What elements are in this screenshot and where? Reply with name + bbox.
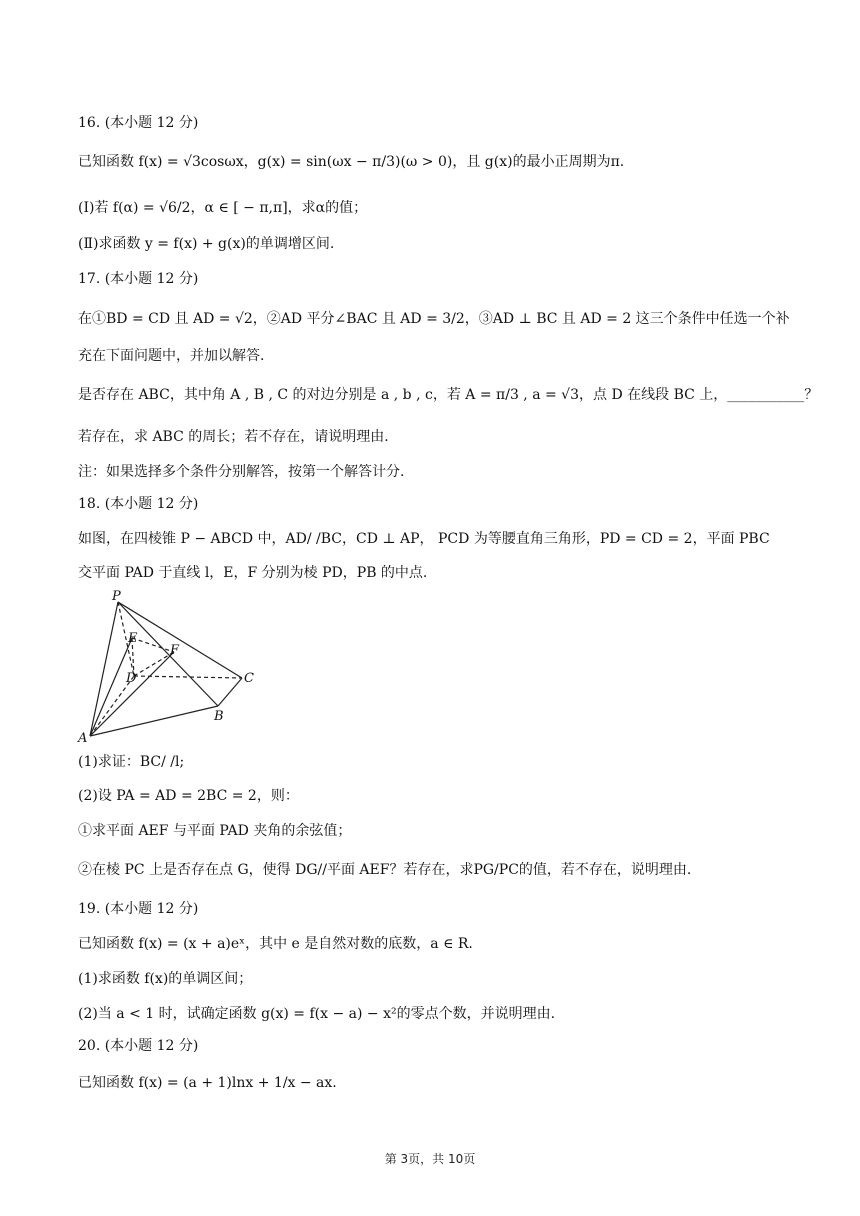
label-F: F (170, 643, 180, 658)
q17-line1: 在①BD = CD 且 AD = √2，②AD 平分∠BAC 且 AD = 3/2，③AD ⊥ BC 且 AD = 2 这三个条件中任选一个补 (78, 311, 790, 327)
label-P: P (112, 589, 121, 604)
q18-part2: (2)设 PA = AD = 2BC = 2，则： (78, 788, 299, 804)
label-B: B (214, 709, 224, 724)
q17-line4: 若存在，求 ABC 的周长；若不存在，请说明理由. (78, 429, 389, 445)
q17-line2: 充在下面问题中，并加以解答. (78, 348, 265, 364)
q19-header: 19. (本小题 12 分) (78, 901, 199, 917)
page-footer: 第 3页，共 10页 (384, 1152, 476, 1166)
q16-part2: (Ⅱ)求函数 y = f(x) + g(x)的单调增区间. (78, 236, 335, 252)
q19-part2: (2)当 a < 1 时，试确定函数 g(x) = f(x − a) − x²的零点个数，并说明理由. (78, 1006, 556, 1022)
q16-header: 16. (本小题 12 分) (78, 115, 199, 131)
q18-header: 18. (本小题 12 分) (78, 496, 199, 512)
pyramid-figure (74, 588, 264, 744)
q16-part1: (Ⅰ)若 f(α) = √6/2，α ∈ [ − π,π]，求α的值； (78, 200, 368, 216)
q17-note: 注：如果选择多个条件分别解答，按第一个解答计分. (78, 464, 405, 480)
label-A: A (78, 731, 88, 744)
q18-line1: 如图，在四棱锥 P − ABCD 中，AD/ /BC，CD ⊥ AP， PCD 为等腰直角三角形，PD = CD = 2，平面 PBC (78, 531, 770, 547)
edge-BC (218, 678, 242, 706)
q17-header: 17. (本小题 12 分) (78, 271, 199, 287)
label-D: D (126, 671, 137, 686)
q17-line3: 是否存在 ABC，其中角 A , B , C 的对边分别是 a , b , c，若 A = π/3 , a = √3，点 D 在线段 BC 上，___________？ (78, 387, 819, 403)
q18-sub2: ②在棱 PC 上是否存在点 G，使得 DG//平面 AEF？若存在，求PG/PC的值，若不存在，说明理由. (78, 862, 692, 878)
q16-stem: 已知函数 f(x) = √3cosωx，g(x) = sin(ωx − π/3)(ω > 0)，且 g(x)的最小正周期为π. (78, 154, 625, 170)
q20-stem: 已知函数 f(x) = (a + 1)lnx + 1/x − ax. (78, 1075, 337, 1091)
q19-part1: (1)求函数 f(x)的单调区间； (78, 971, 253, 987)
q18-sub1: ①求平面 AEF 与平面 PAD 夹角的余弦值； (78, 823, 352, 839)
q18-part1: (1)求证：BC/ /l; (78, 754, 185, 770)
label-E: E (128, 631, 138, 646)
edge-EF (132, 638, 174, 652)
edge-DC (134, 676, 242, 678)
q18-line2: 交平面 PAD 于直线 l，E，F 分别为棱 PD，PB 的中点. (78, 565, 428, 581)
edge-AE-solid (90, 638, 132, 736)
q19-stem: 已知函数 f(x) = (x + a)eˣ，其中 e 是自然对数的底数，a ∈ R. (78, 936, 473, 952)
label-C: C (244, 671, 254, 686)
q20-header: 20. (本小题 12 分) (78, 1038, 199, 1054)
